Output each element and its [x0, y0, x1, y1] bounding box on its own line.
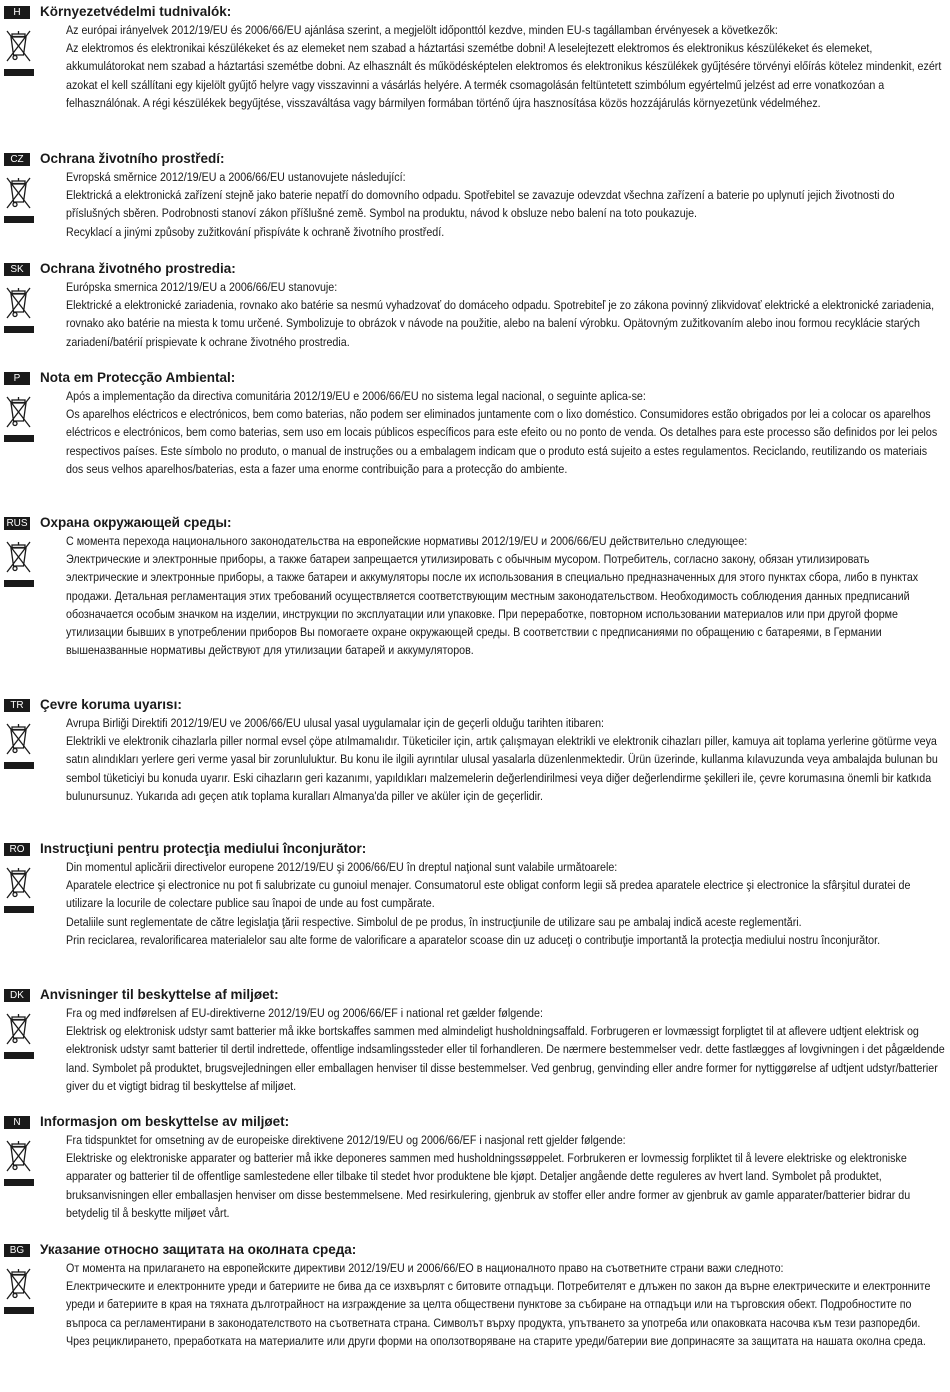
paragraph: Elektrická a elektronická zařízení stejně jako baterie nepatří do domovního odpadu. Spotřebitel se zavazuje odevzdat všechna zařízení a baterie po uplynutí jejich životnosti do příslušných sběren. Podrobnosti stanoví zákon příšlušné země. Symbol na produktu, návod k obsluze nebo balení na toto poukazuje. — [66, 188, 895, 221]
section-title: Охрана окружающей среды: — [40, 515, 232, 530]
language-badge: DK — [4, 989, 30, 1002]
language-badge: CZ — [4, 153, 30, 166]
paragraph: Az európai irányelvek 2012/19/EU és 2006/66/EU ajánlása szerint, a megjelölt időponttól kezdve, minden EU-s tagállamban érvényesek a következők: — [66, 23, 778, 37]
paragraph: Európska smernica 2012/19/EU a 2006/66/EU stanovuje: — [66, 280, 338, 294]
paragraph: Os aparelhos eléctricos e electrónicos, bem como baterias, não podem ser eliminados juntamente com o lixo doméstico. Consumidores estão obrigados por lei a colocar os aparelhos eléctricos e electrónicos, bem como baterias, sem uso em locais públicos específicos para este efeito ou no ponto de venda. Os detalhes para este processo são definidos por lei pelos respectivos países. Este símbolo no produto, o manual de instruções ou a embalagem indicam que o produto está sujeito a estes regulamentos. Reciclando, reutilizando os materiais dos seus velhos aparelhos/baterias, esta a fazer uma enorme contribuição para a protecção do ambiente. — [66, 407, 938, 476]
language-badge: SK — [4, 263, 30, 276]
section-body — [66, 714, 938, 805]
language-badge: BG — [4, 1244, 30, 1257]
crossed-out-wheelie-bin-icon — [6, 721, 32, 757]
section-title: Anvisninger til beskyttelse af miljøet: — [40, 987, 279, 1002]
language-badge: TR — [4, 699, 30, 712]
separate-collection-bar — [4, 326, 34, 333]
separate-collection-bar — [4, 216, 34, 223]
paragraph: От момента на прилагането на европейските директиви 2012/19/EU и 2006/66/EO в националното право на съответните страни важи следното: — [66, 1261, 784, 1275]
paragraph: Elektrické a elektronické zariadenia, rovnako ako batérie sa nesmú vyhadzovať do domáceho odpadu. Spotrebiteľ je zo zákona povinný zlikvidovať elektrické a elektronické zariadenia, rovnako ako batérie na miesta k tomu určené. Symbolizuje to obrázok v návode na použitie, alebo na balení výrobku. Opätovným zužitkovaním alebo inou formou recyklácie starých zariadení/batérií prispievate k ochrane životného prostredia. — [66, 298, 935, 349]
crossed-out-wheelie-bin-icon — [6, 28, 32, 64]
section-body — [66, 1131, 911, 1222]
paragraph: Elektrikli ve elektronik cihazlarla piller normal evsel çöpe atılmamalıdır. Tüketiciler için, artık çalışmayan elektrikli ve elektronik cihazları piller, kamuya ait toplama yerlerine götürme veya satın alındıkları yerlere geri verme yasal bir zorunluluktur. Bu konu ile ilgili ayrıntılar ulusal yasalarla düzenlenmektedir. Ürün üzerinde, kullanma kılavuzunda veya ambalajda bulunan bu sembol tüketiciyi bu konuda uyarır. Eski cihazların geri kazanımı, yapıldıkları malzemelerin değerlendirilmesi veya diğer değerlendirme şekilleri ile, çevre korumasına önemli bir katkıda bulunursunuz. Yukarıda adı geçen atık toplama kuralları Almanya'da piller ve aküler için de geçerlidir. — [66, 734, 938, 803]
separate-collection-bar — [4, 1052, 34, 1059]
crossed-out-wheelie-bin-icon — [6, 865, 32, 901]
section-title: Nota em Protecção Ambiental: — [40, 370, 236, 385]
crossed-out-wheelie-bin-icon — [6, 1011, 32, 1047]
language-badge: RUS — [4, 517, 30, 530]
paragraph: Avrupa Birliği Direktifi 2012/19/EU ve 2006/66/EU ulusal yasal uygulamalar için de geçerli olduğu tarihten itibaren: — [66, 716, 604, 730]
paragraph: Elektrisk og elektronisk udstyr samt batterier må ikke bortskaffes sammen med almindeligt husholdningsaffald. Forbrugeren er lovmæssigt forpligtet til at aflevere udtjent elektrisk og elektronisk udstyr samt batterier til dertil indrettede, offentlige indsamlingssteder eller til forhandleren. De nærmere bestemmelser vedr. dette fastlægges af lovgivningen i det pågældende land. Symbolet på produktet, brugsvejledningen eller emballagen henviser til disse bestemmelser. Ved genbrug, genvinding eller andre former for nyttiggørelse af udtjent udstyr/batterier giver du et vigtigt bidrag til beskyttelse af miljøet. — [66, 1024, 945, 1093]
section-title: Çevre koruma uyarısı: — [40, 697, 182, 712]
paragraph: Az elektromos és elektronikai készülékeket és az elemeket nem szabad a háztartási szemétbe dobni! A leselejtezett elektromos és elektronikus készülékeket és elemeket, akkumulátorokat nem szabad a háztartási szemétbe dobni. Az elhasznált és működésképtelen elektromos és elektronikus készülékek gyűjtésére törvényi előírás kötelez mindenkit, ezért azokat el kell szállítani egy kijelölt gyűjtő helyre vagy visszavinni a vásárlás helyére. A termék csomagolásán feltüntetett szimbólum egyértelmű jelzést ad erre vonatkozóan a felhasználónak. A régi készülékek begyűjtése, visszaváltása vagy bármilyen formában történő újra hasznosítása közös hozzájárulás környezetünk védelméhez. — [66, 41, 942, 110]
separate-collection-bar — [4, 1307, 34, 1314]
section-title: Környezetvédelmi tudnivalók: — [40, 4, 232, 19]
section-title: Instrucţiuni pentru protecţia mediului înconjurător: — [40, 841, 367, 856]
paragraph: Din momentul aplicării directivelor europene 2012/19/EU şi 2006/66/EU în dreptul naţional sunt valabile următoarele: — [66, 860, 618, 874]
section-body — [66, 21, 942, 112]
crossed-out-wheelie-bin-icon — [6, 175, 32, 211]
language-badge: P — [4, 372, 30, 385]
separate-collection-bar — [4, 435, 34, 442]
section-title: Ochrana životného prostredia: — [40, 261, 236, 276]
section-body — [66, 858, 911, 949]
paragraph: Detaliile sunt reglementate de către legislaţia ţării respective. Simbolul de pe produs, în instrucţiunile de utilizare sau pe ambalaj indică aceste reglementări. — [66, 914, 802, 929]
paragraph: Електрическите и електронните уреди и батериите не бива да се изхвърлят с битовите отпадъци. Потребителят е длъжен по закон да върне електрическите и електронните уреди и батериите в края на тяхната дълготрайност на изграждение за целта обществени пунктове за събиране на отпадъци или на търговския обект. Подробностите по въпроса са регламентирани в законодателството на съответната страна. Символът върху продукта, упътването за употреба или опаковката насочва към тези разпоредби. Чрез рециклирането, преработката на материалите или други форми на оползотворяване на старите уреди/батерии вие допринасяте за защитата на нашата околна среда. — [66, 1279, 931, 1348]
section-body — [66, 532, 919, 659]
section-body — [66, 1259, 931, 1350]
language-badge: RO — [4, 843, 30, 856]
crossed-out-wheelie-bin-icon — [6, 1266, 32, 1302]
paragraph: Elektriske og elektroniske apparater og batterier må ikke deponeres sammen med husholdningssøppelet. Forbrukeren er lovmessig forpliktet til å levere elektriske og elektroniske apparater og batterier til de offentlige samlestedene eller tilbake til stedet hvor produktene ble kjøpt. Detaljer angående dette reguleres av hvert land. Symbolet på produktet, bruksanvisningen eller emballasjen henviser om disse bestemmelsene. Med resirkulering, gjenbruk av stoffer eller andre former av gjenbruk av gamle apparater/batterier bidrar du betydelig til å beskytte miljøet vårt. — [66, 1151, 911, 1220]
section-body — [66, 168, 895, 241]
separate-collection-bar — [4, 580, 34, 587]
section-title: Informasjon om beskyttelse av miljøet: — [40, 1114, 290, 1129]
paragraph: Fra tidspunktet for omsetning av de europeiske direktivene 2012/19/EU og 2006/66/EF i nasjonal rett gjelder følgende: — [66, 1133, 626, 1147]
language-badge: N — [4, 1116, 30, 1129]
section-title: Ochrana životního prostředí: — [40, 151, 225, 166]
paragraph: С момента перехода национального законодательства на европейские нормативы 2012/19/EU и 2006/66/EU действительно следующее: — [66, 534, 748, 548]
section-body — [66, 278, 935, 351]
separate-collection-bar — [4, 69, 34, 76]
paragraph: Aparatele electrice şi electronice nu pot fi salubrizate cu gunoiul menajer. Consumatorul este obligat conform legii să predea aparatele electrice şi electronice la sfârşitul duratei de utilizare la locurile de colectare publice sau înapoi de unde au fost cumpărate. — [66, 878, 911, 911]
section-body — [66, 387, 938, 478]
paragraph: Fra og med indførelsen af EU-direktiverne 2012/19/EU og 2006/66/EF i national ret gælder følgende: — [66, 1006, 543, 1020]
crossed-out-wheelie-bin-icon — [6, 285, 32, 321]
separate-collection-bar — [4, 906, 34, 913]
section-title: Указание относно защитата на околната среда: — [40, 1242, 357, 1257]
paragraph: Após a implementação da directiva comunitária 2012/19/EU e 2006/66/EU no sistema legal nacional, o seguinte aplica-se: — [66, 389, 646, 403]
separate-collection-bar — [4, 762, 34, 769]
paragraph: Prin reciclarea, revalorificarea materialelor sau alte forme de valorificare a aparatelor scoase din uz aduceţi o contribuţie importantă la protecţia mediului nostru înconjurător. — [66, 932, 881, 947]
separate-collection-bar — [4, 1179, 34, 1186]
crossed-out-wheelie-bin-icon — [6, 539, 32, 575]
paragraph: Recyklací a jinými způsoby zužitkování přispíváte k ochraně životního prostředí. — [66, 224, 445, 239]
paragraph: Электрические и электронные приборы, а также батареи запрещается утилизировать с обычным мусором. Потребитель, согласно закону, обязан утилизировать электрические и электронные приборы, а также батареи и аккумуляторы после их использования в специально предназначенных для этого пунктах сбора, либо в пунктах продажи. Детальная регламентация этих требований осуществляется соответствующим местным законодательством. Необходимость соблюдения данных предписаний обозначается особым значком на изделии, инструкции по эксплуатации или упаковке. При переработке, повторном использовании материалов или при другой форме утилизации бывших в употреблении приборов Вы помогаете охране окружающей среды. В соответствии с предписаниями по обращению с батареями, в Германии вышеназванные нормативы действуют для утилизации батарей и аккумуляторов. — [66, 552, 919, 658]
section-body — [66, 1004, 945, 1095]
language-badge: H — [4, 6, 30, 19]
crossed-out-wheelie-bin-icon — [6, 1138, 32, 1174]
crossed-out-wheelie-bin-icon — [6, 394, 32, 430]
paragraph: Evropská směrnice 2012/19/EU a 2006/66/EU ustanovujete následující: — [66, 170, 406, 184]
